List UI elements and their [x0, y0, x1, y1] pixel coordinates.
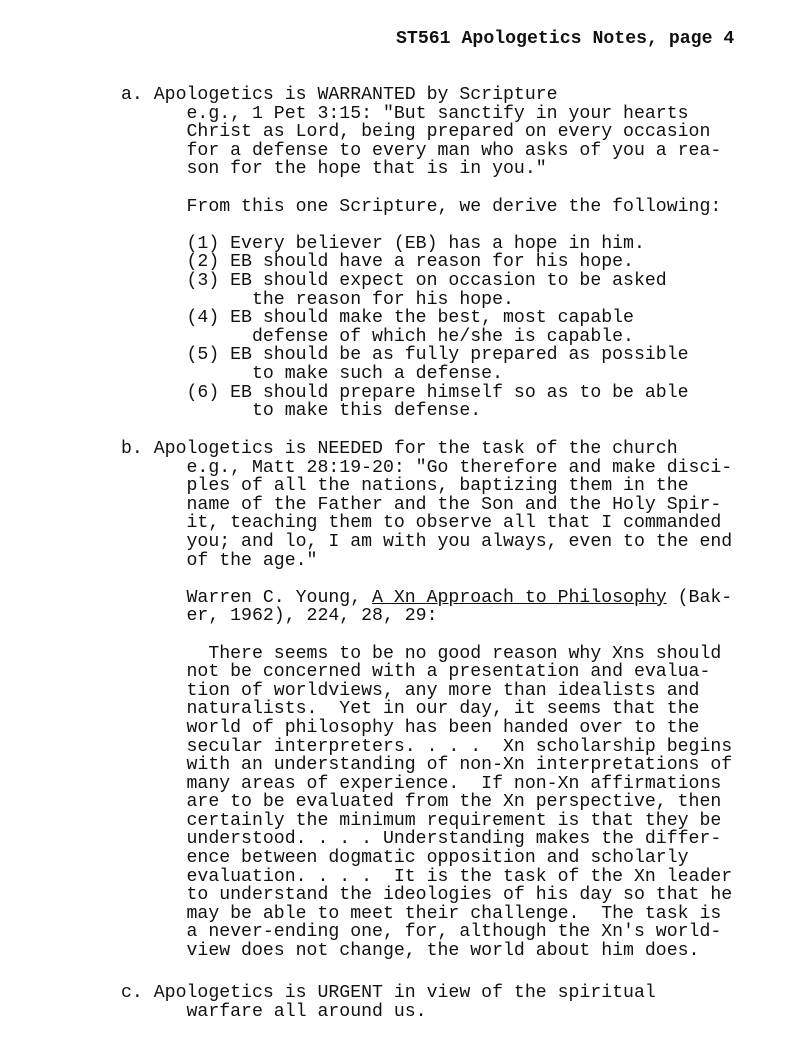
quote-line: not be concerned with a presentation and evalua- — [121, 662, 711, 683]
quote-line: are to be evaluated from the Xn perspective, then — [121, 792, 722, 813]
citation — [121, 589, 732, 608]
list-item: to make such a defense. — [121, 363, 503, 384]
section-b — [121, 440, 732, 961]
section-c-heading: c. Apologetics is URGENT in view of the spiritual — [121, 983, 656, 1003]
quote-line: secular interpreters. . . . Xn scholarship begins — [121, 736, 733, 757]
list-item: (2) EB should have a reason for his hope. — [121, 252, 634, 273]
list-item: the reason for his hope. — [121, 289, 514, 310]
list-item: (6) EB should prepare himself so as to be able — [121, 382, 689, 403]
quote-line: world of philosophy has been handed over to the — [121, 717, 700, 738]
quote-line: certainly the minimum requirement is that they be — [121, 810, 722, 831]
quote-line: to understand the ideologies of his day so that he — [121, 885, 733, 906]
section-b-line: ples of all the nations, baptizing them in the — [121, 476, 689, 497]
list-item: (5) EB should be as fully prepared as possible — [121, 345, 689, 366]
section-a-heading: a. Apologetics is WARRANTED by Scripture — [121, 85, 558, 105]
quote-line: naturalists. Yet in our day, it seems that the — [121, 699, 700, 720]
quote-line: tion of worldviews, any more than idealists and — [121, 680, 700, 701]
quote-line: may be able to meet their challenge. The task is — [121, 903, 722, 924]
section-b-line: name of the Father and the Son and the Holy Spir- — [121, 494, 722, 515]
quote-line: evaluation. . . . It is the task of the Xn leader — [121, 866, 733, 887]
list-item: (3) EB should expect on occasion to be asked — [121, 270, 667, 291]
quote-line: many areas of experience. If non-Xn affirmations — [121, 773, 722, 794]
section-b-line: e.g., Matt 28:19-20: "Go therefore and make disci- — [121, 457, 733, 478]
page-header: ST561 Apologetics Notes, page 4 — [396, 29, 735, 49]
list-item: (1) Every believer (EB) has a hope in him. — [121, 233, 645, 254]
citation-prefix: Warren C. Young, — [121, 587, 373, 608]
section-c — [121, 984, 656, 1021]
section-a-derive: From this one Scripture, we derive the following: — [121, 196, 722, 217]
citation-suffix: (Bak- — [666, 587, 733, 608]
quote-line: a never-ending one, for, although the Xn's world- — [121, 922, 722, 943]
block-quote — [121, 645, 732, 961]
section-b-line: it, teaching them to observe all that I commanded — [121, 513, 722, 534]
quote-line: view does not change, the world about him does. — [121, 941, 700, 962]
list-item: to make this defense. — [121, 401, 482, 422]
section-a-line: e.g., 1 Pet 3:15: "But sanctify in your hearts — [121, 103, 689, 124]
book-title: A Xn Approach to Philosophy — [372, 587, 667, 608]
list-item: (4) EB should make the best, most capable — [121, 308, 634, 329]
section-a-line: Christ as Lord, being prepared on every occasion — [121, 122, 711, 143]
section-b-heading: b. Apologetics is NEEDED for the task of the church — [121, 439, 678, 459]
quote-line: There seems to be no good reason why Xns should — [121, 643, 722, 664]
section-a — [121, 86, 721, 421]
section-b-line: you; and lo, I am with you always, even to the end — [121, 531, 733, 552]
quote-line: with an understanding of non-Xn interpretations of — [121, 755, 733, 776]
section-b-line: of the age." — [121, 550, 318, 571]
section-c-line: warfare all around us. — [121, 1001, 427, 1022]
section-a-line: for a defense to every man who asks of you a rea- — [121, 140, 722, 161]
quote-line: understood. . . . Understanding makes the differ- — [121, 829, 722, 850]
list-item: defense of which he/she is capable. — [121, 326, 634, 347]
section-a-line: son for the hope that is in you." — [121, 159, 547, 180]
quote-line: ence between dogmatic opposition and scholarly — [121, 848, 689, 869]
citation-line: er, 1962), 224, 28, 29: — [121, 606, 438, 627]
